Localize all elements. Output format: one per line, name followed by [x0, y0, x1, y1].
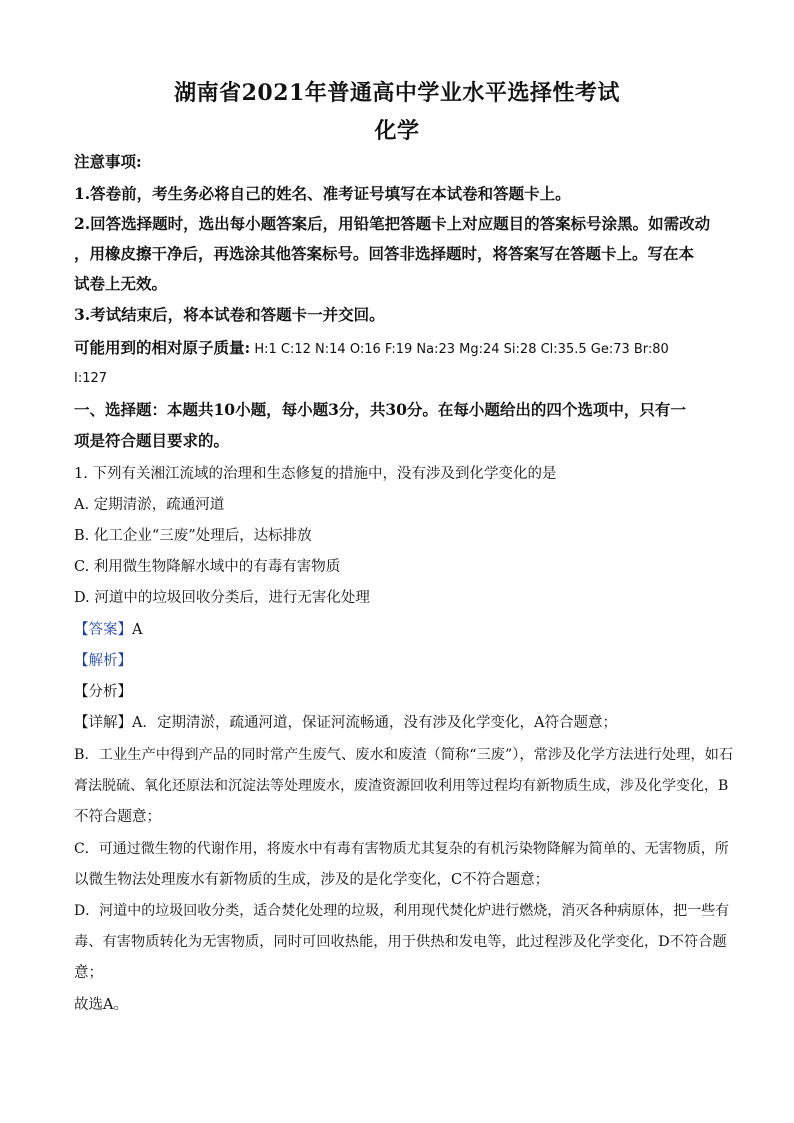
atomic-masses-line-2: I:127	[74, 371, 108, 386]
atomic-masses-values: H:1 C:12 N:14 O:16 F:19 Na:23 Mg:24 Si:28 Cl:35.5 Ge:73 Br:80	[250, 342, 669, 357]
detail-d-line-1: D．河道中的垃圾回收分类，适合焚化处理的垃圾，利用现代焚化炉进行燃烧，消灭各种病原体，把一些有	[74, 903, 730, 919]
atomic-masses-label: 可能用到的相对原子质量:	[74, 338, 251, 357]
fenxi-tag: 【分析】	[74, 684, 132, 700]
notice-heading: 注意事项:	[74, 152, 142, 171]
notice-item-2-line-1: 2.回答选择题时，选出每小题答案后，用铅笔把答题卡上对应题目的答案标号涂黑。如需改动	[74, 214, 711, 233]
jiexi-tag: 【解析】	[74, 653, 132, 669]
answer-value: A	[132, 622, 143, 638]
notice-item-2-line-3: 试卷上无效。	[74, 274, 168, 293]
section-heading-line-2: 项是符合题目要求的。	[74, 431, 230, 450]
question-1-option-c: C. 利用微生物降解水域中的有毒有害物质	[74, 559, 341, 575]
subject-title: 化学	[374, 118, 420, 144]
detail-d-line-3: 意；	[74, 965, 103, 981]
exam-title: 湖南省2021年普通高中学业水平选择性考试	[174, 80, 620, 106]
answer-tag: 【答案】	[74, 622, 132, 638]
notice-item-3: 3.考试结束后，将本试卷和答题卡一并交回。	[74, 305, 385, 324]
conclusion: 故选A。	[74, 997, 128, 1013]
question-1-option-a: A. 定期清淤，疏通河道	[74, 497, 225, 513]
detail-c-line-1: C．可通过微生物的代谢作用，将废水中有毒有害物质尤其复杂的有机污染物降解为简单的、无害物质，所	[74, 841, 729, 857]
detail-a: A．定期清淤，疏通河道，保证河流畅通，没有涉及化学变化，A符合题意；	[132, 715, 617, 731]
question-1-option-d: D. 河道中的垃圾回收分类后，进行无害化处理	[74, 590, 370, 606]
detail-tag: 【详解】	[74, 715, 132, 731]
notice-item-1: 1.答卷前，考生务必将自己的姓名、准考证号填写在本试卷和答题卡上。	[74, 184, 571, 203]
notice-item-2-line-2: ，用橡皮擦干净后，再选涂其他答案标号。回答非选择题时，将答案写在答题卡上。写在本	[74, 244, 695, 263]
detail-b-line-2: 膏法脱硫、氧化还原法和沉淀法等处理废水，废渣资源回收利用等过程均有新物质生成，涉及化学变化，B	[74, 778, 729, 794]
answer-line	[74, 620, 724, 640]
question-1-stem: 1. 下列有关湘江流域的治理和生态修复的措施中，没有涉及到化学变化的是	[74, 466, 557, 482]
detail-b-line-1: B．工业生产中得到产品的同时常产生废气、废水和废渣（简称“三废”），常涉及化学方法进行处理，如石	[74, 747, 734, 763]
detail-a-line	[74, 713, 724, 733]
detail-d-line-2: 毒、有害物质转化为无害物质，同时可回收热能，用于供热和发电等，此过程涉及化学变化，D不符合题	[74, 934, 727, 950]
detail-c-line-2: 以微生物法处理废水有新物质的生成，涉及的是化学变化，C不符合题意；	[74, 872, 550, 888]
question-1-option-b: B. 化工企业“三废”处理后，达标排放	[74, 528, 312, 544]
atomic-masses-line-1	[74, 338, 724, 360]
section-heading-line-1: 一、选择题：本题共10小题，每小题3分，共30分。在每小题给出的四个选项中，只有一	[74, 400, 686, 419]
detail-b-line-3: 不符合题意；	[74, 809, 161, 825]
